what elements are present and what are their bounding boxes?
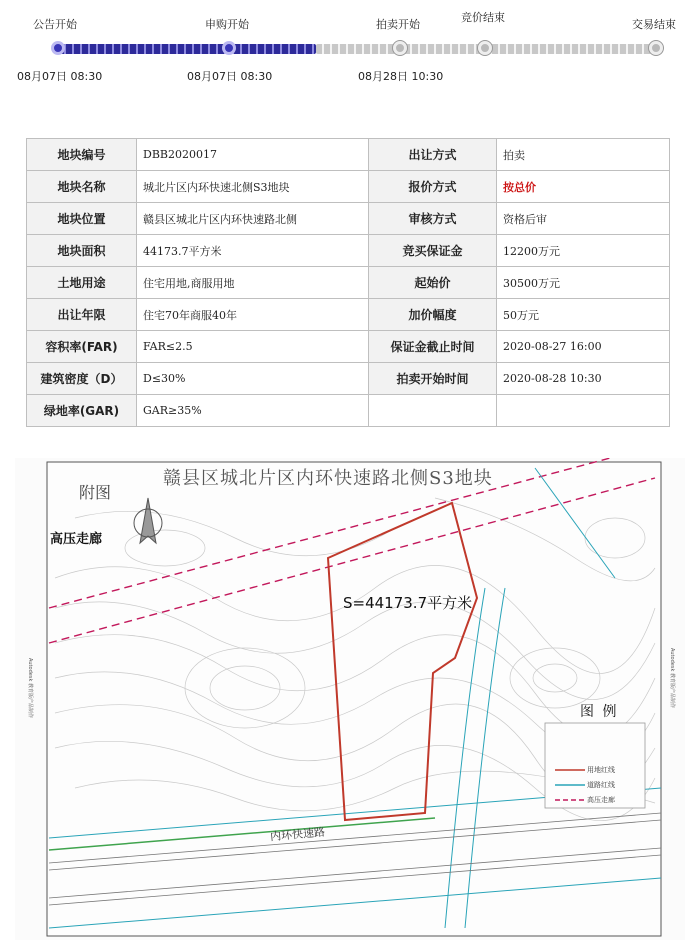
field-label: 报价方式 <box>369 171 497 203</box>
stage-label-announce: 公告开始 <box>33 18 77 31</box>
progress-bar-completed <box>58 44 316 54</box>
table-row <box>27 171 670 203</box>
field-value: FAR≤2.5 <box>137 331 369 363</box>
legend-label-road-line: 道路红线 <box>587 781 615 789</box>
field-value: GAR≥35% <box>137 395 369 427</box>
legend-title: 图 例 <box>580 704 619 720</box>
auction-timeline <box>0 0 698 100</box>
field-value: 资格后审 <box>497 203 670 235</box>
quote-method-value: 按总价 <box>497 171 670 203</box>
field-label: 地块面积 <box>27 235 137 267</box>
land-info-table <box>26 138 670 427</box>
map-appendix-label: 附图 <box>79 483 112 502</box>
field-value: 住宅用地,商服用地 <box>137 267 369 299</box>
site-area-label: S=44173.7平方米 <box>343 594 473 612</box>
table-row <box>27 395 670 427</box>
field-value: 30500万元 <box>497 267 670 299</box>
field-label: 地块编号 <box>27 139 137 171</box>
field-label: 土地用途 <box>27 267 137 299</box>
field-value: 赣县区城北片区内环快速路北侧 <box>137 203 369 235</box>
stage-node-auction-start <box>393 41 407 55</box>
stage-time-announce: 08月07日 08:30 <box>17 70 103 83</box>
legend-label-corridor: 高压走廊 <box>587 796 615 804</box>
high-voltage-label: 高压走廊 <box>50 532 103 547</box>
stage-label-auction-start: 拍卖开始 <box>376 18 420 31</box>
field-label: 建筑密度（D） <box>27 363 137 395</box>
field-label: 地块名称 <box>27 171 137 203</box>
stage-node-announce <box>51 41 65 55</box>
site-plan-drawing <box>15 458 685 940</box>
stage-label-bidding-end: 竞价结束 <box>461 11 505 24</box>
field-value: 44173.7平方米 <box>137 235 369 267</box>
site-plan-map <box>15 458 685 940</box>
table-row <box>27 139 670 171</box>
field-value: 住宅70年商服40年 <box>137 299 369 331</box>
empty-cell <box>497 395 670 427</box>
legend-label-site-line: 用地红线 <box>587 766 615 774</box>
field-value: 12200万元 <box>497 235 670 267</box>
field-label: 拍卖开始时间 <box>369 363 497 395</box>
svg-text:Autodesk 教育版产品制作: Autodesk 教育版产品制作 <box>27 658 33 718</box>
field-value: DBB2020017 <box>137 139 369 171</box>
road-label: 内环快速路 <box>269 825 326 844</box>
field-label: 容积率(FAR) <box>27 331 137 363</box>
field-value: 50万元 <box>497 299 670 331</box>
table-row <box>27 331 670 363</box>
table-row <box>27 363 670 395</box>
field-label: 出让方式 <box>369 139 497 171</box>
empty-cell <box>369 395 497 427</box>
field-label: 出让年限 <box>27 299 137 331</box>
field-label: 加价幅度 <box>369 299 497 331</box>
stage-time-auction-start: 08月28日 10:30 <box>358 70 444 83</box>
field-label: 地块位置 <box>27 203 137 235</box>
field-label: 绿地率(GAR) <box>27 395 137 427</box>
stage-node-bidding-end <box>478 41 492 55</box>
field-value: 拍卖 <box>497 139 670 171</box>
field-value: D≤30% <box>137 363 369 395</box>
table-row <box>27 203 670 235</box>
stage-node-subscribe <box>222 41 236 55</box>
table-row <box>27 267 670 299</box>
field-label: 竞买保证金 <box>369 235 497 267</box>
field-label: 审核方式 <box>369 203 497 235</box>
table-row <box>27 299 670 331</box>
field-value: 城北片区内环快速北侧S3地块 <box>137 171 369 203</box>
map-title: 赣县区城北片区内环快速路北侧S3地块 <box>163 468 493 489</box>
svg-text:Autodesk 教育版产品制作: Autodesk 教育版产品制作 <box>669 648 675 708</box>
field-label: 保证金截止时间 <box>369 331 497 363</box>
stage-label-trade-end: 交易结束 <box>632 18 676 31</box>
stage-time-subscribe: 08月07日 08:30 <box>187 70 273 83</box>
stage-label-subscribe: 申购开始 <box>205 18 249 31</box>
table-row <box>27 235 670 267</box>
field-label: 起始价 <box>369 267 497 299</box>
field-value: 2020-08-27 16:00 <box>497 331 670 363</box>
field-value: 2020-08-28 10:30 <box>497 363 670 395</box>
stage-node-trade-end <box>649 41 663 55</box>
